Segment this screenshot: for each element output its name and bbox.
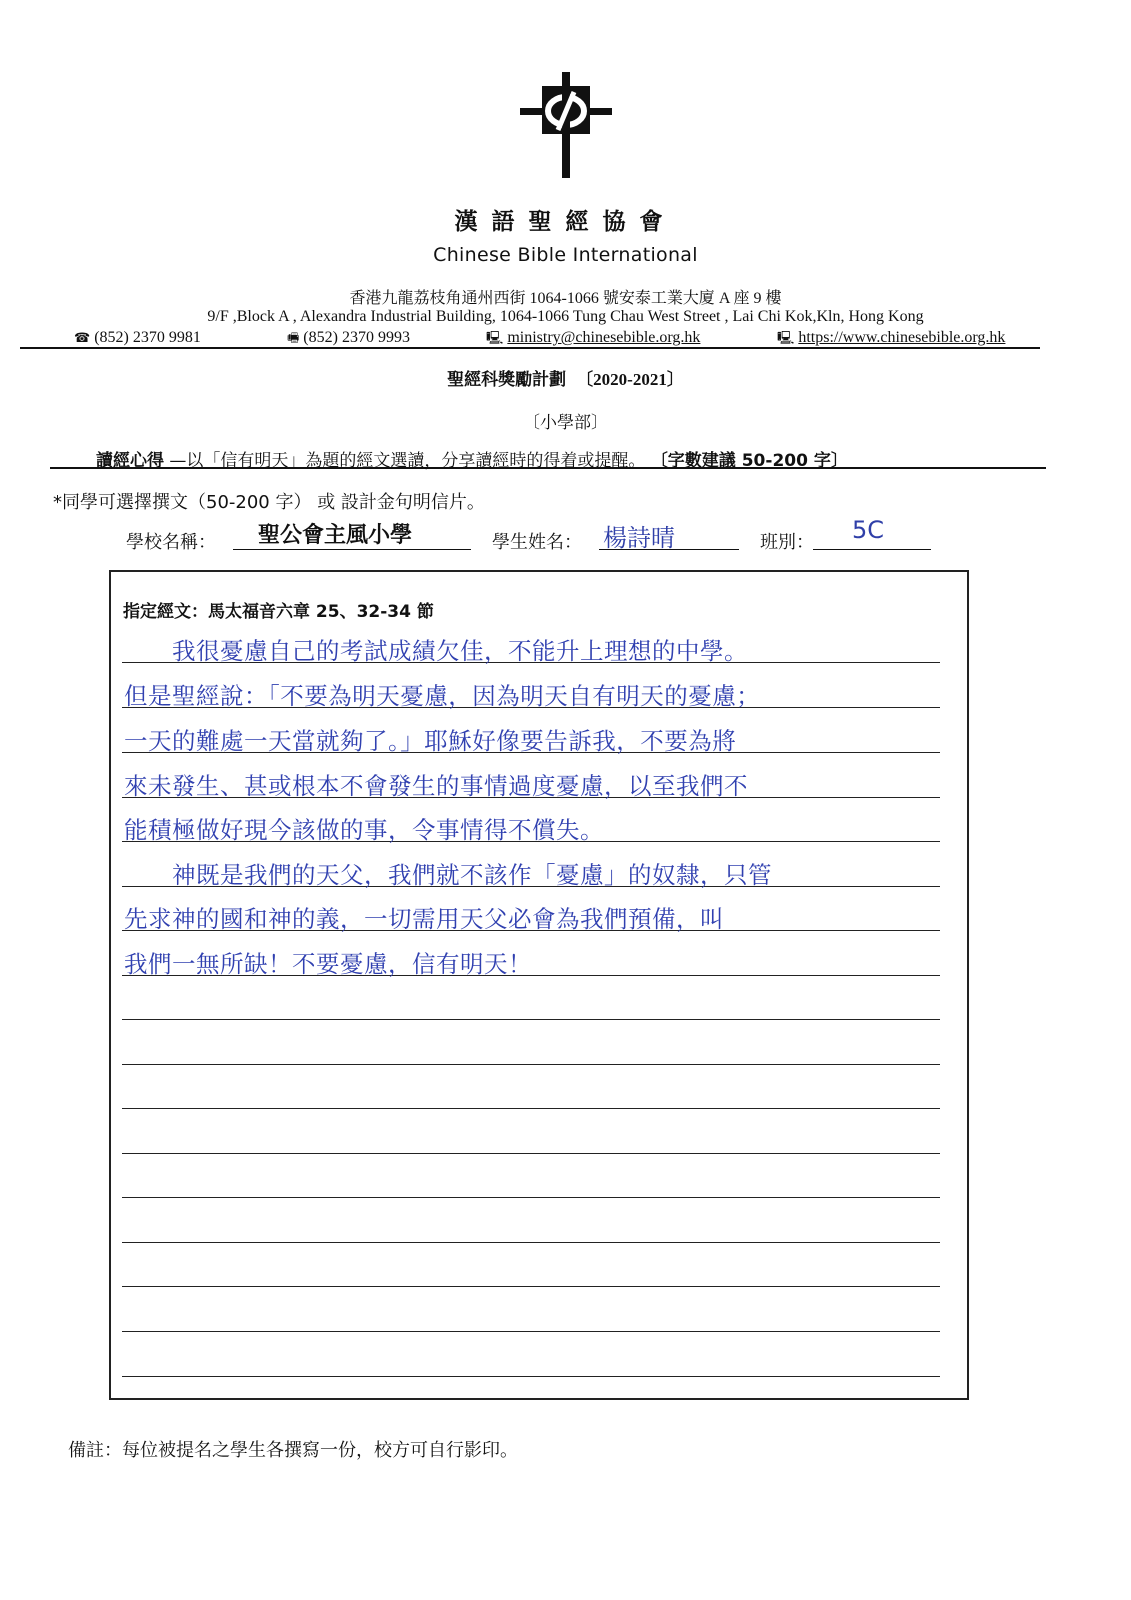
phone-icon: ☎ (74, 331, 91, 346)
address-zh: 香港九龍荔枝角通州西街 1064-1066 號安泰工業大廈 A 座 9 樓 (349, 290, 782, 307)
department: 〔小學部〕 (523, 413, 608, 433)
fax-number: (852) 2370 9993 (303, 329, 410, 346)
email-link[interactable]: ministry@chinesebible.org.hk (507, 329, 701, 346)
essay-line: 我們一無所缺！不要憂慮，信有明天！ (124, 950, 532, 978)
writing-line (122, 1242, 940, 1243)
email-icon: 🖳 (486, 331, 504, 346)
org-name-zh: 漢語聖經協會 (454, 209, 677, 235)
school-label: 學校名稱： (126, 532, 216, 553)
writing-line (122, 1019, 940, 1020)
program-title (0, 365, 1131, 390)
word-count: 〔字數建議 50-200 字〕 (650, 451, 848, 471)
website-link[interactable]: https://www.chinesebible.org.hk (798, 329, 1006, 346)
format-note: *同學可選擇撰文（50-200 字） 或 設計金句明信片。 (53, 492, 485, 513)
writing-line (122, 1108, 940, 1109)
writing-line (122, 1153, 940, 1154)
address-en: 9/F ,Block A , Alexandra Industrial Building, 1064-1066 Tung Chau West Street , Lai Chi Kok,Kln, Hong Kong (207, 308, 924, 325)
writing-line (122, 1064, 940, 1065)
program-year: 〔2020-2021〕 (576, 370, 684, 389)
student-name: 楊詩晴 (603, 524, 675, 552)
phone-number: (852) 2370 9981 (94, 329, 201, 346)
topic-label: 讀經心得 (96, 451, 164, 471)
topic-divider (50, 467, 1046, 469)
program-name: 聖經科獎勵計劃 (447, 370, 567, 390)
essay-line: 但是聖經說：「不要為明天憂慮，因為明天自有明天的憂慮； (124, 682, 761, 710)
writing-line (122, 1376, 940, 1377)
writing-line (122, 1286, 940, 1287)
class-field-line (813, 549, 931, 550)
school-name: 聖公會主風小學 (258, 522, 413, 548)
class-value: 5C (852, 516, 885, 544)
essay-line: 神既是我們的天父，我們就不該作「憂慮」的奴隸，只管 (124, 861, 772, 889)
remark-note: 備註：每位被提名之學生各撰寫一份，校方可自行影印。 (68, 1440, 518, 1461)
essay-line: 能積極做好現今該做的事，令事情得不償失。 (124, 816, 604, 844)
essay-line: 一天的難處一天當就夠了。」耶穌好像要告訴我，不要為將 (124, 727, 737, 755)
school-field-line (233, 549, 471, 550)
essay-line: 先求神的國和神的義，一切需用天父必會為我們預備，叫 (124, 905, 724, 933)
assigned-passage: 指定經文：馬太福音六章 25、32-34 節 (123, 602, 434, 622)
essay-line: 我很憂慮自己的考試成績欠佳，不能升上理想的中學。 (124, 637, 748, 665)
web-icon: 🖳 (777, 331, 795, 346)
phone-contact (74, 329, 201, 347)
fax-icon: 🖷 (287, 331, 300, 346)
topic-text: —以「信有明天」為題的經文選讀，分享讀經時的得着或提醒。 (169, 451, 646, 471)
class-label: 班別： (760, 532, 814, 553)
student-label: 學生姓名： (492, 532, 582, 553)
cross-logo-icon (520, 72, 612, 178)
header-divider (20, 347, 1040, 349)
essay-line: 來未發生、甚或根本不會發生的事情過度憂慮，以至我們不 (124, 772, 748, 800)
writing-line (122, 1331, 940, 1332)
org-name-en: Chinese Bible International (433, 244, 698, 266)
writing-line (122, 1197, 940, 1198)
